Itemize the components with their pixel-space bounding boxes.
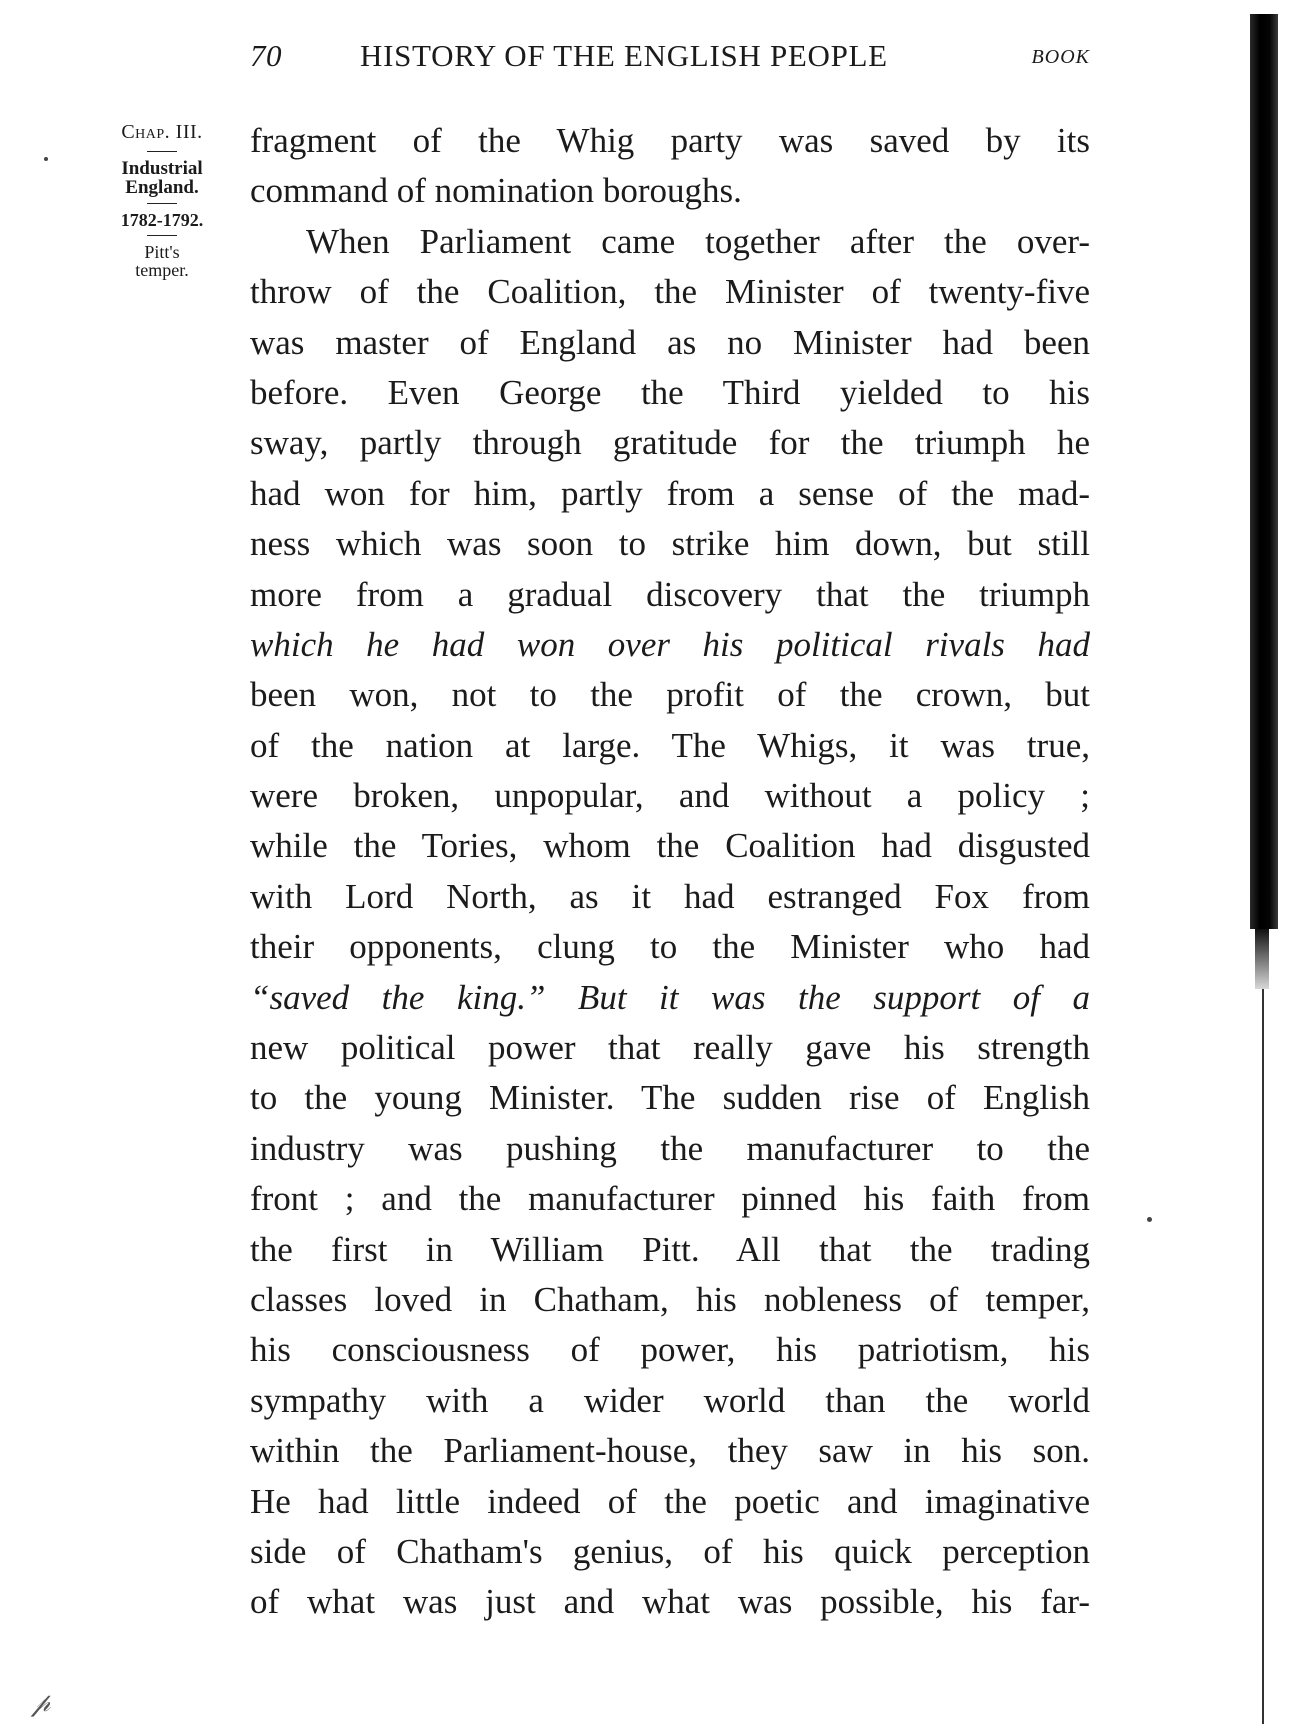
text-line: When Parliament came together after the over- [306,221,1090,261]
chapter-note: Chap. III. [121,121,203,143]
text-line: of the nation at large. The Whigs, it was true, [250,725,1090,765]
text-line: the first in William Pitt. All that the trading [250,1229,1090,1269]
text-line: ness which was soon to strike him down, but still [250,524,1090,564]
book-title: HISTORY OF THE ENGLISH PEOPLE [360,38,888,73]
text-line: fragment of the Whig party was saved by its [250,121,1090,160]
running-header [250,38,1090,78]
topic-note-line1: Pitt's [144,242,180,262]
text-line: sympathy with a wider world than the world [250,1380,1090,1420]
scan-page-edge [1262,989,1264,1724]
text-line: his consciousness of power, his patriotism, his [250,1330,1090,1370]
text-line: which he had won over his political rivals had [250,624,1090,664]
topic-note-line2: temper. [135,260,189,280]
text-line: to the young Minister. The sudden rise of English [250,1078,1090,1118]
text-line: within the Parliament-house, they saw in his son. [250,1431,1090,1471]
text-line: command of nomination boroughs. [250,171,742,211]
text-line: of what was just and what was possible, his far- [250,1582,1090,1622]
text-line: their opponents, clung to the Minister who had [250,927,1090,967]
text-line: new political power that really gave his strength [250,1028,1090,1068]
page-number: 70 [250,38,282,73]
scan-mark-glyph: 𝓅 [32,1688,51,1718]
text-line: more from a gradual discovery that the triumph [250,574,1090,614]
text-line: He had little indeed of the poetic and imaginative [250,1481,1090,1521]
body-text [250,116,1090,1628]
margin-rule [147,235,177,236]
text-line: while the Tories, whom the Coalition had disgusted [250,826,1090,866]
scan-binding-fade [1255,929,1269,989]
marginal-notes [92,122,232,279]
text-line: side of Chatham's genius, of his quick perception [250,1531,1090,1571]
section-note-line2: England. [125,177,199,198]
text-line: “saved the king.” But it was the support of a [250,977,1090,1017]
scan-speck [44,157,48,161]
text-line: industry was pushing the manufacturer to the [250,1128,1090,1168]
text-line: were broken, unpopular, and without a policy ; [250,776,1090,816]
text-line: classes loved in Chatham, his nobleness of temper, [250,1279,1090,1319]
text-line: sway, partly through gratitude for the triumph he [250,423,1090,463]
scan-binding-shadow [1250,14,1278,929]
margin-rule [147,203,177,204]
text-line: was master of England as no Minister had been [250,322,1090,362]
text-line: with Lord North, as it had estranged Fox from [250,876,1090,916]
text-line: throw of the Coalition, the Minister of twenty-five [250,272,1090,312]
margin-rule [147,151,177,152]
text-line: front ; and the manufacturer pinned his faith from [250,1179,1090,1219]
text-line: before. Even George the Third yielded to his [250,372,1090,412]
book-label: BOOK [1031,46,1090,68]
text-line: been won, not to the profit of the crown, but [250,675,1090,715]
section-note-line1: Industrial [121,158,203,179]
scan-speck [1147,1217,1152,1222]
text-line: had won for him, partly from a sense of the mad- [250,473,1090,513]
years-note: 1782-1792. [120,210,204,230]
